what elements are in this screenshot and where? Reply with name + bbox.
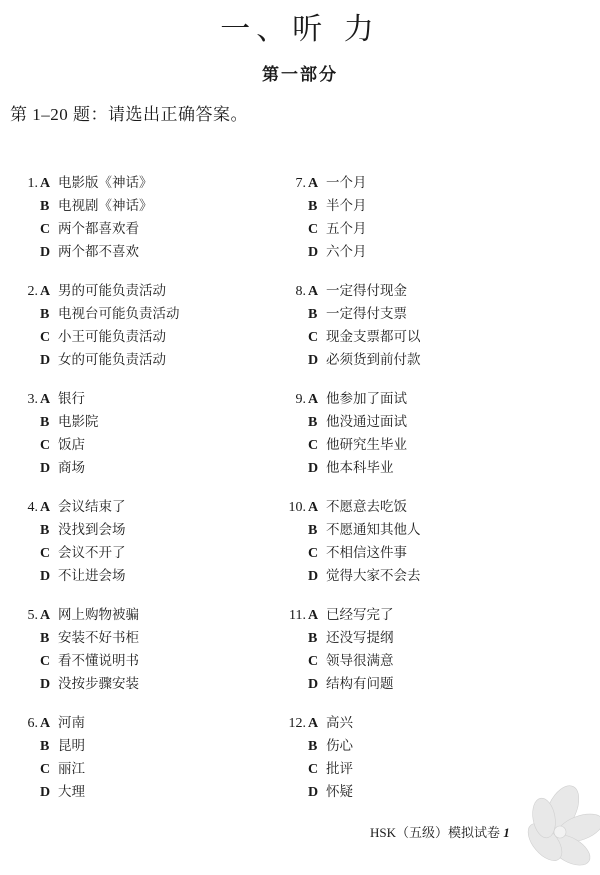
option-letter: D	[308, 353, 319, 368]
option-letter: A	[40, 608, 51, 623]
question-number: 11.	[289, 608, 306, 623]
answer-option	[284, 172, 554, 195]
option-letter: C	[308, 330, 319, 345]
option-text: 半个月	[326, 198, 367, 214]
option-text: 电视台可能负责活动	[58, 306, 180, 322]
option-letter: D	[40, 677, 51, 692]
indent	[284, 542, 306, 565]
option-letter: B	[308, 199, 318, 214]
option-text: 现金支票都可以	[326, 329, 421, 345]
option-letter: B	[40, 523, 50, 538]
question-item	[284, 172, 554, 280]
option-letter: B	[308, 415, 318, 430]
question-item	[284, 496, 554, 604]
question-item	[284, 388, 554, 496]
option-letter: A	[308, 176, 319, 191]
answer-option	[284, 712, 554, 735]
answer-option	[16, 650, 286, 673]
indent	[16, 326, 38, 349]
option-letter: C	[308, 654, 319, 669]
option-letter: C	[308, 546, 319, 561]
answer-option	[16, 712, 286, 735]
section-title: 一、听 力	[220, 12, 380, 47]
questions-column-right	[284, 172, 554, 820]
indent	[16, 781, 38, 804]
option-letter: A	[308, 392, 319, 407]
question-number: 6.	[27, 716, 38, 731]
option-text: 一定得付支票	[326, 306, 407, 322]
answer-option	[16, 349, 286, 372]
option-text: 饭店	[58, 437, 85, 453]
answer-option	[16, 303, 286, 326]
option-text: 一个月	[326, 175, 367, 191]
option-text: 领导很满意	[326, 653, 394, 669]
option-letter: B	[308, 307, 318, 322]
option-text: 商场	[58, 460, 85, 476]
option-text: 伤心	[326, 738, 353, 754]
option-text: 电视剧《神话》	[58, 198, 153, 214]
option-letter: D	[40, 785, 51, 800]
option-letter: C	[308, 762, 319, 777]
indent	[284, 650, 306, 673]
indent	[16, 434, 38, 457]
option-text: 不让进会场	[58, 568, 126, 584]
question-number: 1.	[27, 176, 38, 191]
answer-option	[284, 241, 554, 264]
option-letter: B	[40, 199, 50, 214]
option-text: 高兴	[326, 715, 353, 731]
option-text: 他参加了面试	[326, 391, 407, 407]
indent	[284, 758, 306, 781]
indent	[16, 241, 38, 264]
question-item	[16, 280, 286, 388]
answer-option	[16, 604, 286, 627]
option-letter: B	[308, 631, 318, 646]
question-item	[16, 172, 286, 280]
indent	[284, 735, 306, 758]
indent	[284, 781, 306, 804]
option-letter: B	[40, 307, 50, 322]
option-letter: A	[40, 716, 51, 731]
indent	[284, 673, 306, 696]
questions-column-left	[16, 172, 286, 820]
option-letter: A	[40, 176, 51, 191]
indent	[284, 434, 306, 457]
answer-option	[284, 349, 554, 372]
answer-option	[284, 673, 554, 696]
option-letter: C	[40, 222, 51, 237]
answer-option	[284, 650, 554, 673]
indent	[284, 519, 306, 542]
option-letter: D	[40, 569, 51, 584]
option-text: 电影院	[58, 414, 99, 430]
answer-option	[16, 388, 286, 411]
option-text: 网上购物被骗	[58, 607, 139, 623]
option-text: 河南	[58, 715, 85, 731]
answer-option	[16, 627, 286, 650]
exam-volume: 1	[503, 825, 510, 840]
question-number: 7.	[295, 176, 306, 191]
option-letter: C	[40, 330, 51, 345]
indent	[16, 627, 38, 650]
option-text: 不愿通知其他人	[326, 522, 421, 538]
indent	[284, 241, 306, 264]
option-letter: B	[40, 415, 50, 430]
option-text: 丽江	[58, 761, 85, 777]
option-letter: C	[308, 222, 319, 237]
answer-option	[16, 496, 286, 519]
answer-option	[16, 735, 286, 758]
option-letter: B	[308, 523, 318, 538]
question-item	[16, 388, 286, 496]
option-text: 五个月	[326, 221, 367, 237]
option-letter: B	[40, 631, 50, 646]
indent	[16, 565, 38, 588]
indent	[16, 519, 38, 542]
question-item	[16, 496, 286, 604]
option-text: 一定得付现金	[326, 283, 407, 299]
option-text: 还没写提纲	[326, 630, 394, 646]
indent	[284, 411, 306, 434]
option-letter: D	[308, 245, 319, 260]
answer-option	[16, 542, 286, 565]
question-number: 9.	[295, 392, 306, 407]
question-item	[16, 712, 286, 820]
question-number: 5.	[27, 608, 38, 623]
answer-option	[16, 172, 286, 195]
indent	[16, 303, 38, 326]
option-text: 没找到会场	[58, 522, 126, 538]
option-text: 银行	[58, 391, 85, 407]
answer-option	[284, 434, 554, 457]
option-text: 结构有问题	[326, 676, 394, 692]
indent	[284, 326, 306, 349]
option-text: 他没通过面试	[326, 414, 407, 430]
answer-option	[16, 781, 286, 804]
indent	[16, 650, 38, 673]
option-text: 电影版《神话》	[58, 175, 153, 191]
indent	[284, 457, 306, 480]
option-text: 必须货到前付款	[326, 352, 421, 368]
option-letter: C	[40, 762, 51, 777]
answer-option	[284, 735, 554, 758]
answer-option	[284, 457, 554, 480]
question-number: 2.	[27, 284, 38, 299]
flower-decoration-icon	[500, 770, 600, 875]
answer-option	[16, 673, 286, 696]
option-letter: D	[40, 353, 51, 368]
option-text: 已经写完了	[326, 607, 394, 623]
answer-option	[284, 280, 554, 303]
option-letter: B	[40, 739, 50, 754]
question-item	[284, 604, 554, 712]
option-text: 六个月	[326, 244, 367, 260]
option-text: 他研究生毕业	[326, 437, 407, 453]
answer-option	[16, 565, 286, 588]
option-letter: A	[308, 284, 319, 299]
part-subtitle: 第一部分	[262, 65, 338, 85]
option-text: 看不懂说明书	[58, 653, 139, 669]
option-text: 没按步骤安装	[58, 676, 139, 692]
answer-option	[284, 542, 554, 565]
option-text: 不相信这件事	[326, 545, 407, 561]
answer-option	[284, 496, 554, 519]
answer-option	[16, 218, 286, 241]
indent	[284, 627, 306, 650]
indent	[16, 411, 38, 434]
option-text: 昆明	[58, 738, 85, 754]
question-number: 10.	[288, 500, 306, 515]
option-text: 不愿意去吃饭	[326, 499, 407, 515]
answer-option	[284, 326, 554, 349]
option-text: 男的可能负责活动	[58, 283, 166, 299]
option-text: 怀疑	[326, 784, 353, 800]
option-letter: A	[308, 716, 319, 731]
option-letter: B	[308, 739, 318, 754]
answer-option	[16, 241, 286, 264]
question-number: 4.	[27, 500, 38, 515]
footer-label	[370, 822, 510, 841]
option-letter: A	[40, 284, 51, 299]
indent	[284, 565, 306, 588]
question-number: 8.	[295, 284, 306, 299]
indent	[16, 218, 38, 241]
question-number: 12.	[288, 716, 306, 731]
option-letter: D	[308, 785, 319, 800]
option-letter: A	[40, 392, 51, 407]
option-letter: C	[40, 654, 51, 669]
answer-option	[284, 627, 554, 650]
indent	[16, 457, 38, 480]
indent	[16, 195, 38, 218]
option-letter: D	[308, 461, 319, 476]
option-text: 两个都喜欢看	[58, 221, 139, 237]
option-text: 女的可能负责活动	[58, 352, 166, 368]
option-letter: A	[308, 608, 319, 623]
answer-option	[16, 519, 286, 542]
option-letter: D	[40, 461, 51, 476]
option-letter: C	[308, 438, 319, 453]
answer-option	[16, 280, 286, 303]
answer-option	[284, 411, 554, 434]
question-item	[284, 280, 554, 388]
instructions: 第 1–20 题：请选出正确答案。	[10, 105, 248, 124]
answer-option	[284, 195, 554, 218]
option-letter: C	[40, 438, 51, 453]
option-text: 安装不好书柜	[58, 630, 139, 646]
indent	[284, 303, 306, 326]
indent	[16, 349, 38, 372]
indent	[16, 542, 38, 565]
option-letter: A	[40, 500, 51, 515]
answer-option	[284, 303, 554, 326]
answer-option	[16, 457, 286, 480]
option-text: 两个都不喜欢	[58, 244, 139, 260]
indent	[284, 218, 306, 241]
answer-option	[284, 218, 554, 241]
option-letter: D	[40, 245, 51, 260]
option-letter: C	[40, 546, 51, 561]
answer-option	[284, 565, 554, 588]
option-text: 会议结束了	[58, 499, 126, 515]
question-number: 3.	[27, 392, 38, 407]
option-text: 觉得大家不会去	[326, 568, 421, 584]
answer-option	[284, 388, 554, 411]
option-text: 会议不开了	[58, 545, 126, 561]
option-letter: D	[308, 569, 319, 584]
answer-option	[16, 411, 286, 434]
exam-title: HSK（五级）模拟试卷	[370, 825, 501, 840]
option-letter: D	[308, 677, 319, 692]
option-letter: A	[308, 500, 319, 515]
question-item	[16, 604, 286, 712]
indent	[16, 673, 38, 696]
indent	[284, 349, 306, 372]
indent	[284, 195, 306, 218]
answer-option	[16, 326, 286, 349]
option-text: 批评	[326, 761, 353, 777]
answer-option	[16, 434, 286, 457]
answer-option	[16, 195, 286, 218]
indent	[16, 735, 38, 758]
indent	[16, 758, 38, 781]
answer-option	[284, 604, 554, 627]
answer-option	[16, 758, 286, 781]
answer-option	[284, 519, 554, 542]
option-text: 他本科毕业	[326, 460, 394, 476]
option-text: 大理	[58, 784, 85, 800]
option-text: 小王可能负责活动	[58, 329, 166, 345]
